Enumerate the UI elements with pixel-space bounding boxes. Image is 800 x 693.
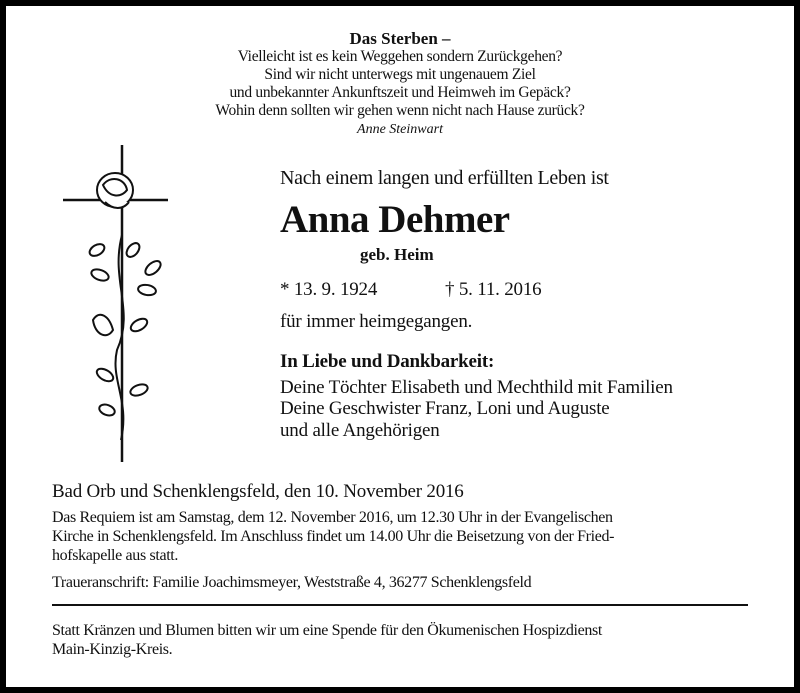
passed-text: für immer heimgegangen. — [280, 311, 473, 332]
mourner-line: und alle Angehörigen — [280, 420, 440, 441]
poem-line: Wohin denn sollten wir gehen wenn nicht nach Hause zurück? — [215, 102, 585, 119]
mourning-address: Traueranschrift: Familie Joachimsmeyer, Weststraße 4, 36277 Schenklengsfeld — [52, 574, 532, 591]
poem-line: Sind wir nicht unterwegs mit ungenauem Ziel — [264, 66, 536, 83]
maiden-name: geb. Heim — [360, 245, 434, 264]
death-date: † 5. 11. 2016 — [445, 279, 542, 300]
mourner-line: Deine Töchter Elisabeth und Mechthild mit Familien — [280, 377, 673, 398]
cross-with-rose-icon — [55, 140, 180, 465]
divider — [52, 604, 748, 606]
requiem-line: hofskapelle aus statt. — [52, 547, 179, 564]
mourner-line: Deine Geschwister Franz, Loni und Auguste — [280, 398, 610, 419]
poem-title: Das Sterben – — [349, 29, 451, 48]
poem-author: Anne Steinwart — [357, 122, 443, 137]
donation-line: Statt Kränzen und Blumen bitten wir um eine Spende für den Ökumenischen Hospizdienst — [52, 622, 603, 639]
deceased-name: Anna Dehmer — [280, 198, 510, 241]
birth-date: * 13. 9. 1924 — [280, 279, 378, 300]
donation-line: Main-Kinzig-Kreis. — [52, 641, 173, 658]
mourners-heading: In Liebe und Dankbarkeit: — [280, 351, 495, 372]
requiem-line: Kirche in Schenklengsfeld. Im Anschluss findet um 14.00 Uhr die Beisetzung von der Fried- — [52, 528, 615, 545]
poem-line: und unbekannter Ankunftszeit und Heimweh im Gepäck? — [229, 84, 571, 101]
poem-line: Vielleicht ist es kein Weggehen sondern Zurückgehen? — [237, 48, 563, 65]
requiem-line: Das Requiem ist am Samstag, dem 12. November 2016, um 12.30 Uhr in der Evangelischen — [52, 509, 613, 526]
intro-text: Nach einem langen und erfüllten Leben ist — [280, 167, 609, 189]
place-date: Bad Orb und Schenklengsfeld, den 10. November 2016 — [52, 481, 464, 502]
